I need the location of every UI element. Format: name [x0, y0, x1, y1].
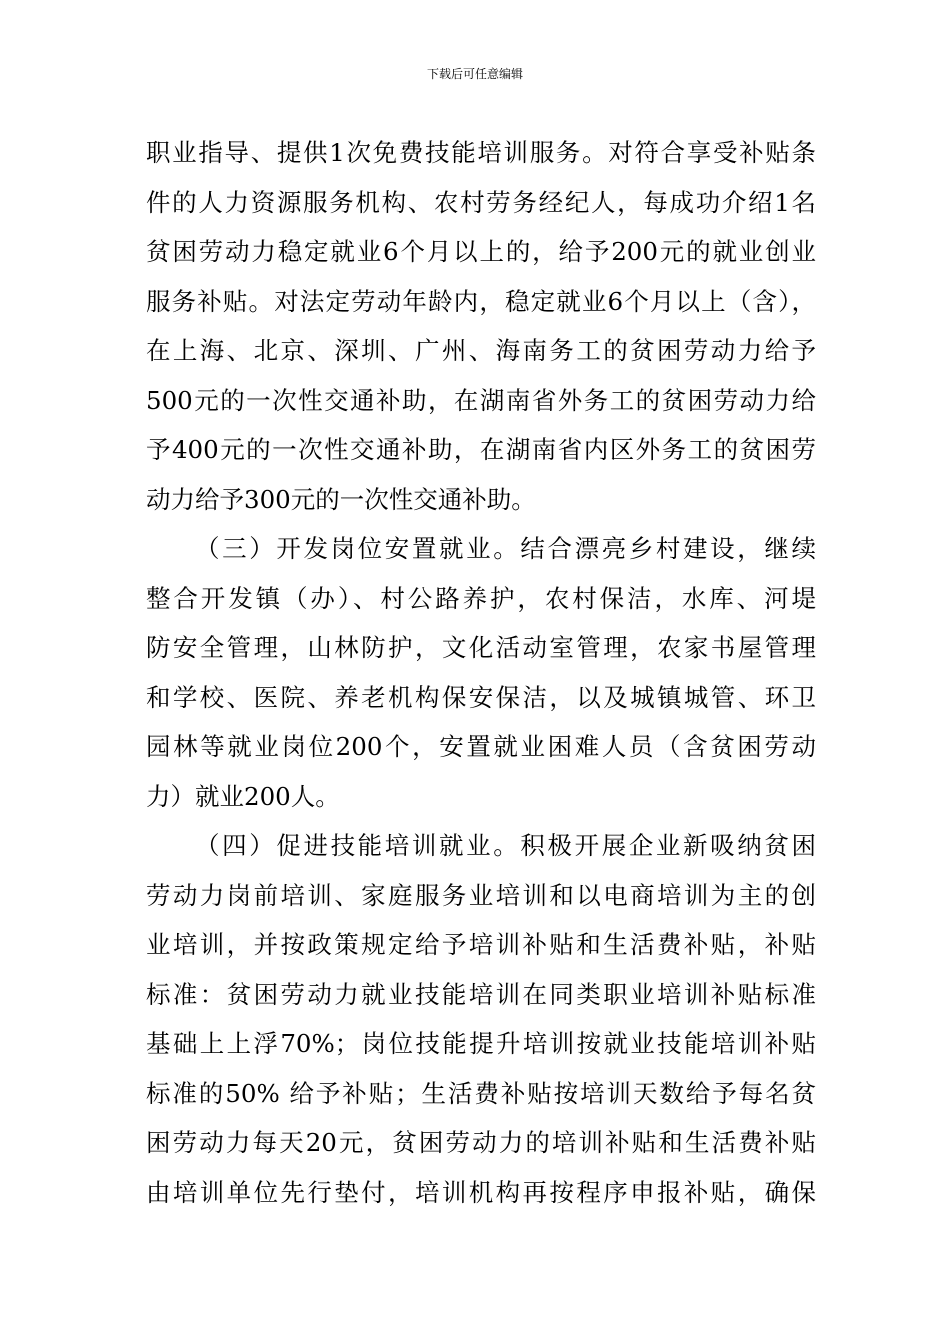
text-line: 基础上上浮70%；岗位技能提升培训按就业技能培训补贴	[146, 1029, 816, 1058]
text-line: （四）促进技能培训就业。积极开展企业新吸纳贫困	[195, 831, 816, 860]
page-header: 下载后可任意编辑	[426, 67, 523, 81]
text-line: 和学校、医院、养老机构保安保洁，以及城镇城管、环卫	[146, 682, 816, 712]
text-line: 整合开发镇（办）、村公路养护，农村保洁，水库、河堤	[146, 583, 816, 613]
text-line: 予400元的一次性交通补助，在湖南省内区外务工的贫困劳	[146, 435, 816, 464]
text-line: 贫困劳动力稳定就业6个月以上的，给予200元的就业创业	[146, 237, 816, 266]
text-line: 由培训单位先行垫付，培训机构再按程序申报补贴，确保	[146, 1177, 816, 1207]
paragraph-2	[146, 524, 816, 821]
text-line: 业培训，并按政策规定给予培训补贴和生活费补贴，补贴	[146, 930, 816, 959]
paragraph-1	[146, 128, 816, 524]
text-line: 职业指导、提供1次免费技能培训服务。对符合享受补贴条	[146, 138, 816, 167]
text-line: 动力给予300元的一次性交通补助。	[146, 484, 536, 514]
paragraph-3	[146, 821, 816, 1217]
text-line: 防安全管理，山林防护，文化活动室管理，农家书屋管理	[146, 633, 816, 662]
text-line: 力）就业200人。	[146, 781, 340, 811]
document-body	[146, 128, 816, 1217]
text-line: 园林等就业岗位200个，安置就业困难人员（含贫困劳动	[146, 732, 816, 761]
text-line: 500元的一次性交通补助，在湖南省外务工的贫困劳动力给	[146, 385, 816, 415]
text-line: 困劳动力每天20元，贫困劳动力的培训补贴和生活费补贴	[146, 1128, 816, 1157]
text-line: 件的人力资源服务机构、农村劳务经纪人，每成功介绍1名	[146, 187, 816, 217]
text-line: 标准的50% 给予补贴；生活费补贴按培训天数给予每名贫	[146, 1078, 816, 1108]
text-line: 在上海、北京、深圳、广州、海南务工的贫困劳动力给予	[146, 336, 816, 365]
text-line: 标准：贫困劳动力就业技能培训在同类职业培训补贴标准	[146, 979, 816, 1009]
text-line: 服务补贴。对法定劳动年龄内，稳定就业6个月以上（含），	[146, 286, 816, 316]
text-line: 劳动力岗前培训、家庭服务业培训和以电商培训为主的创	[146, 880, 816, 910]
text-line: （三）开发岗位安置就业。结合漂亮乡村建设，继续	[195, 534, 816, 563]
